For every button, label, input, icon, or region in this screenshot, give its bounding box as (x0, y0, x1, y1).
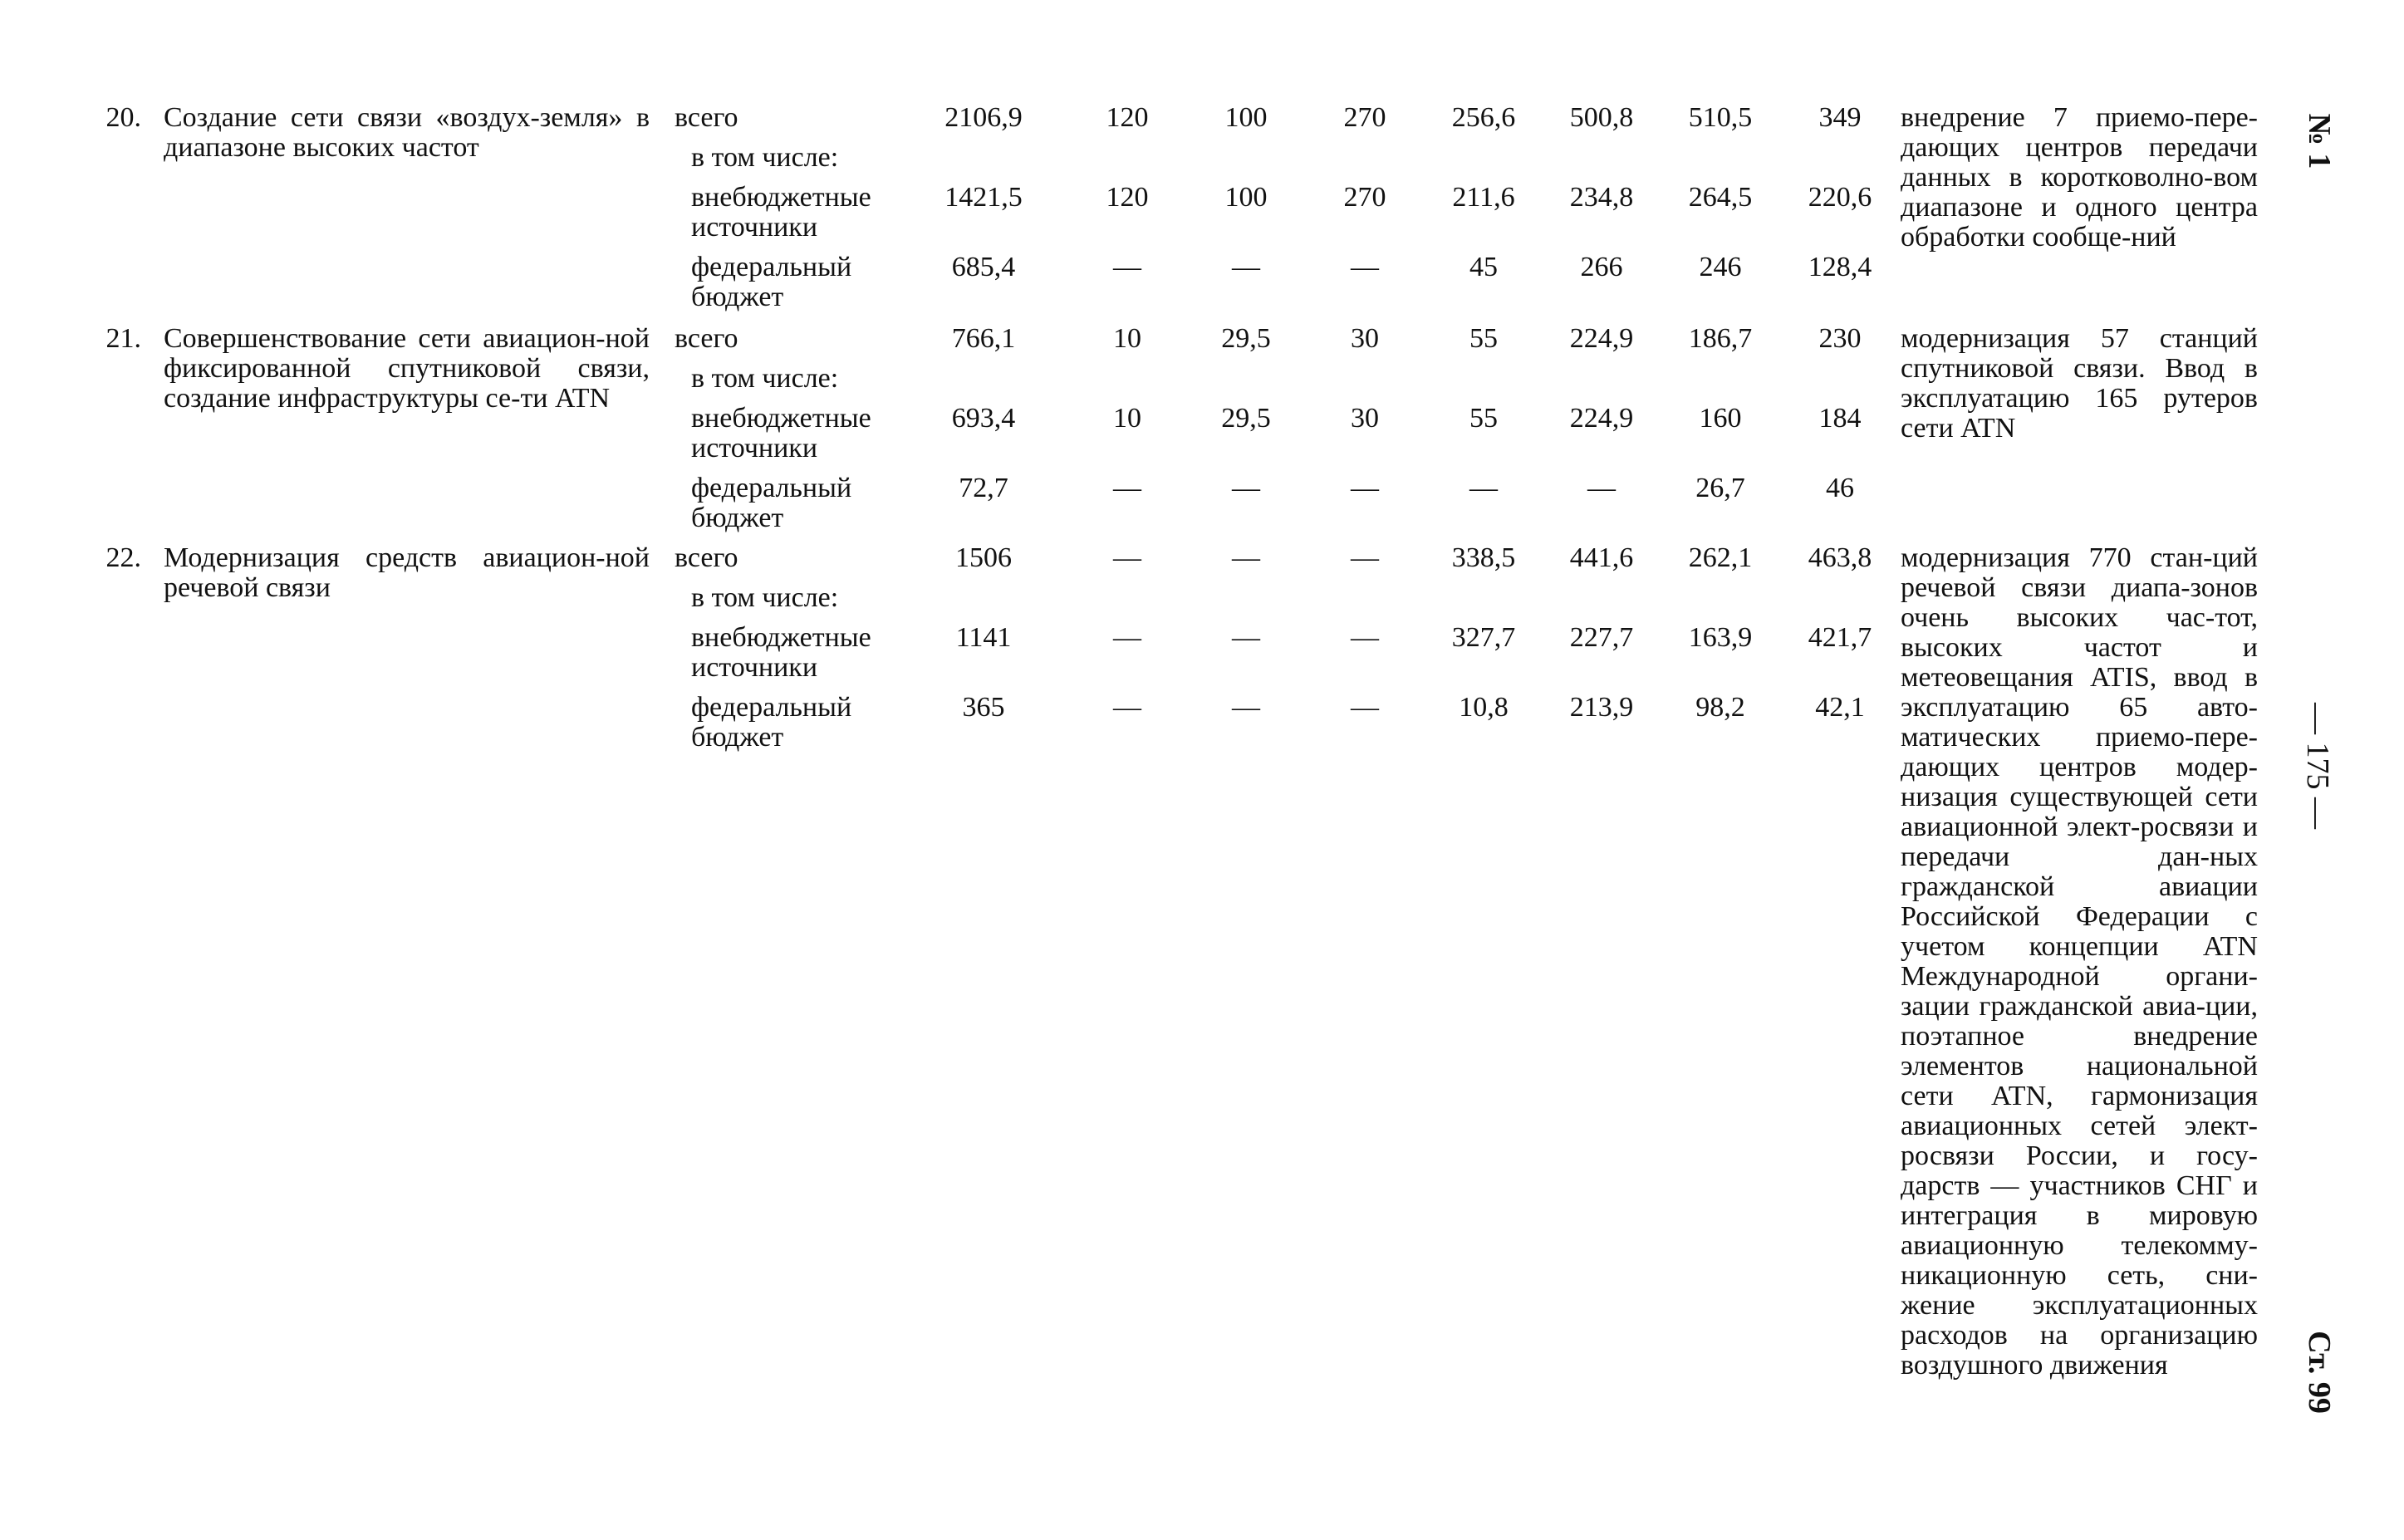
table-cell: — (1351, 252, 1379, 282)
row-number: 20. (105, 102, 141, 133)
table-cell: — (1351, 622, 1379, 653)
table-cell: 270 (1343, 182, 1386, 213)
table-cell: 1506 (955, 542, 1012, 573)
table-cell: 100 (1224, 182, 1268, 213)
table-cell: 1421,5 (944, 182, 1023, 213)
table-cell: 220,6 (1808, 182, 1872, 213)
table-cell: 224,9 (1569, 403, 1634, 434)
table-cell: 72,7 (959, 473, 1008, 503)
table-cell: 510,5 (1688, 102, 1753, 133)
table-cell: 26,7 (1695, 473, 1745, 503)
table-cell: 230 (1818, 323, 1862, 354)
table-cell: 224,9 (1569, 323, 1634, 354)
funding-label: внебюджетные источники (691, 182, 871, 243)
funding-label: внебюджетные источники (691, 622, 871, 683)
table-cell: — (1232, 473, 1260, 503)
table-cell: — (1113, 622, 1141, 653)
table-cell: 338,5 (1451, 542, 1516, 573)
table-cell: 766,1 (951, 323, 1016, 354)
table-cell: 227,7 (1569, 622, 1634, 653)
table-cell: — (1351, 473, 1379, 503)
table-cell: 213,9 (1569, 692, 1634, 723)
table-cell: 2106,9 (944, 102, 1023, 133)
article-number: Ст. 99 (2302, 1331, 2337, 1414)
table-cell: — (1232, 252, 1260, 282)
funding-label: внебюджетные источники (691, 403, 871, 463)
page-number: — 175 — (2300, 703, 2335, 829)
funding-label: всего (675, 102, 738, 133)
table-cell: — (1232, 692, 1260, 723)
table-cell: 693,4 (951, 403, 1016, 434)
table-cell: 1141 (955, 622, 1012, 653)
table-cell: 441,6 (1569, 542, 1634, 573)
table-cell: — (1469, 473, 1498, 503)
table-cell: 264,5 (1688, 182, 1753, 213)
row-title: Создание сети связи «воздух-земля» в диапазоне высоких частот (164, 102, 650, 163)
table-cell: 685,4 (951, 252, 1016, 282)
table-cell: — (1232, 542, 1260, 573)
table-cell: 234,8 (1569, 182, 1634, 213)
table-cell: 184 (1818, 403, 1862, 434)
table-cell: 160 (1699, 403, 1742, 434)
funding-label: в том числе: (691, 582, 839, 613)
table-cell: 10,8 (1459, 692, 1509, 723)
table-cell: — (1587, 473, 1616, 503)
table-cell: 365 (962, 692, 1005, 723)
table-cell: 128,4 (1808, 252, 1872, 282)
row-title: Модернизация средств авиацион-ной речевой связи (164, 542, 650, 603)
table-cell: — (1113, 252, 1141, 282)
table-cell: 120 (1106, 182, 1149, 213)
funding-label: в том числе: (691, 142, 839, 173)
table-cell: — (1232, 622, 1260, 653)
table-cell: 55 (1469, 323, 1498, 354)
table-cell: — (1113, 542, 1141, 573)
row-note: внедрение 7 приемо-пере-дающих центров передачи данных в коротковолно-вом диапазоне и одного центра обработки сообще-ний (1901, 102, 2258, 253)
row-number: 21. (105, 323, 141, 354)
funding-label: всего (675, 542, 738, 573)
table-cell: 421,7 (1808, 622, 1872, 653)
funding-label: федеральный бюджет (691, 692, 852, 753)
table-cell: 270 (1343, 102, 1386, 133)
table-cell: 163,9 (1688, 622, 1753, 653)
table-cell: 349 (1818, 102, 1862, 133)
table-cell: — (1113, 473, 1141, 503)
row-note: модернизация 57 станций спутниковой связи. Ввод в эксплуатацию 165 рутеров сети ATN (1901, 323, 2258, 444)
table-cell: 30 (1351, 403, 1379, 434)
issue-number: № 1 (2302, 113, 2337, 169)
row-note: модернизация 770 стан-ций речевой связи диапа-зонов очень высоких час-тот, высоких частот и метеовещания ATIS, ввод в эксплуатацию 65 авто-матических приемо-пере-дающих центров модер-низация существующей сети авиационной элект-росвязи и передачи дан-ных гражданской авиации Российской Федерации с учетом концепции ATN Международной органи-зации гражданской авиа-ции, поэтапное внедрение элементов национальной сети ATN, гармонизация авиационных сетей элект-росвязи России, и госу-дарств — участников СНГ и интеграция в мировую авиационную телекомму-никационную сеть, сни-жение эксплуатационных расходов на организацию воздушного движения (1901, 542, 2258, 1381)
table-cell: 500,8 (1569, 102, 1634, 133)
table-cell: 10 (1113, 403, 1141, 434)
table-cell: — (1351, 542, 1379, 573)
table-cell: 327,7 (1451, 622, 1516, 653)
funding-label: федеральный бюджет (691, 473, 852, 533)
table-cell: 246 (1699, 252, 1742, 282)
table-cell: 98,2 (1695, 692, 1745, 723)
table-cell: 262,1 (1688, 542, 1753, 573)
table-cell: 256,6 (1451, 102, 1516, 133)
funding-label: федеральный бюджет (691, 252, 852, 312)
table-cell: 186,7 (1688, 323, 1753, 354)
row-number: 22. (105, 542, 141, 573)
table-cell: 45 (1469, 252, 1498, 282)
funding-label: всего (675, 323, 738, 354)
table-cell: 55 (1469, 403, 1498, 434)
table-cell: 463,8 (1808, 542, 1872, 573)
funding-label: в том числе: (691, 363, 839, 394)
table-cell: 46 (1826, 473, 1854, 503)
table-cell: 100 (1224, 102, 1268, 133)
table-cell: 211,6 (1452, 182, 1515, 213)
row-title: Совершенствование сети авиацион-ной фиксированной спутниковой связи, создание инфраструктуры се-ти ATN (164, 323, 650, 414)
table-cell: 120 (1106, 102, 1149, 133)
table-cell: — (1113, 692, 1141, 723)
table-cell: 29,5 (1221, 403, 1271, 434)
table-cell: 42,1 (1815, 692, 1865, 723)
table-cell: 29,5 (1221, 323, 1271, 354)
table-cell: 266 (1580, 252, 1623, 282)
table-cell: 10 (1113, 323, 1141, 354)
table-cell: — (1351, 692, 1379, 723)
table-cell: 30 (1351, 323, 1379, 354)
